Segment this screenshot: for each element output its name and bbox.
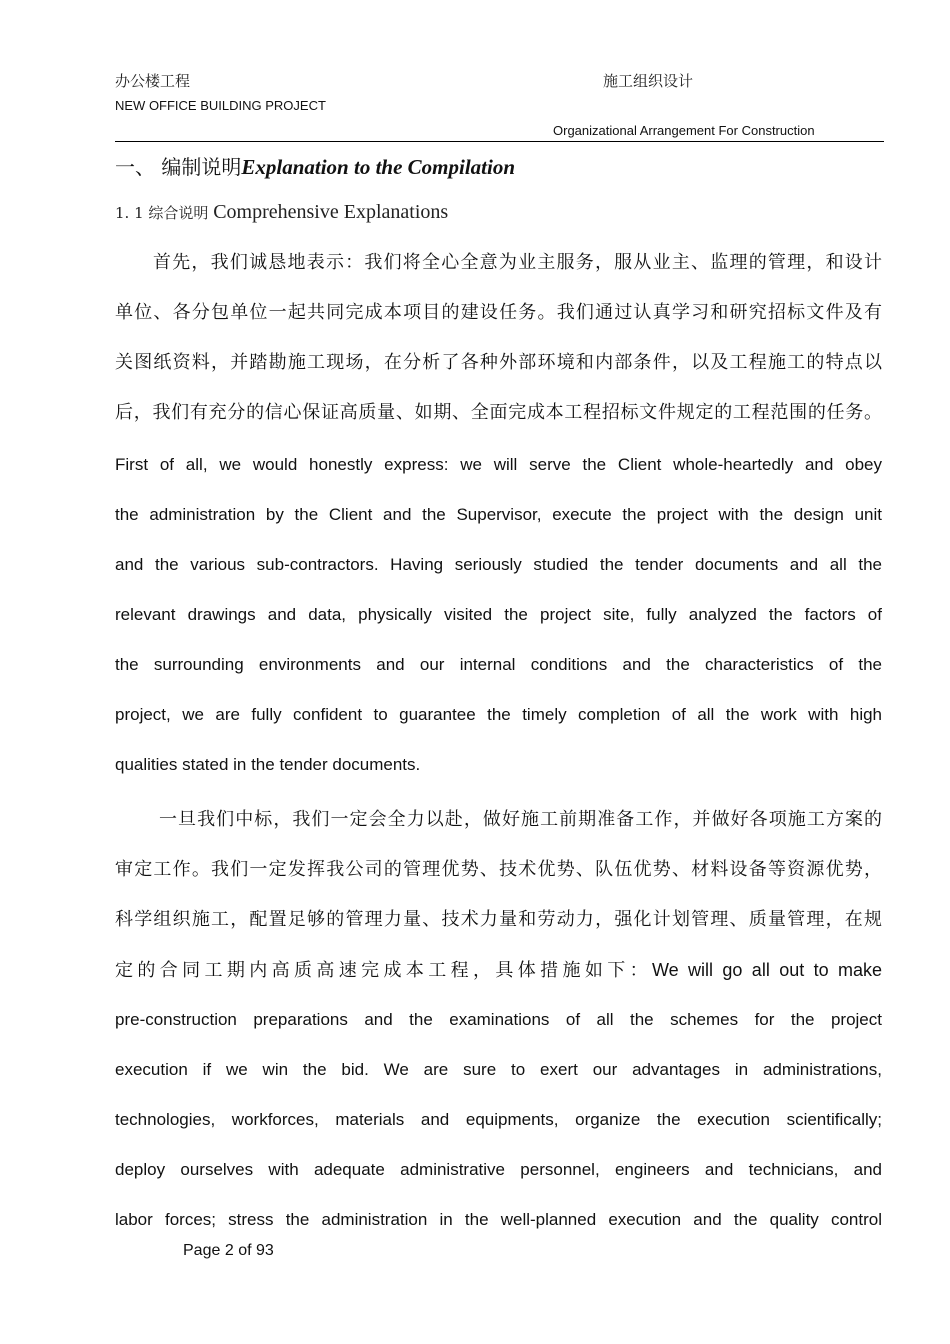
paragraph-line: qualities stated in the tender documents.	[115, 755, 421, 774]
page-number: 2	[224, 1242, 234, 1259]
paragraph-line: First of all, we would honestly express: we will serve the Client whole-heartedly and obey	[115, 455, 882, 474]
paragraph-line: pre-construction preparations and the examinations of all the schemes for the project	[115, 1010, 882, 1029]
paragraph-line: and the various sub-contractors. Having seriously studied the tender documents and all the	[115, 555, 882, 574]
paragraph-line: the administration by the Client and the Supervisor, execute the project with the design unit	[115, 505, 882, 524]
page-label: Page	[183, 1242, 221, 1259]
section-title-en: Explanation to the Compilation	[241, 155, 516, 179]
paragraph-line: technologies, workforces, materials and equipments, organize the execution scientifically;	[115, 1110, 882, 1129]
header-right-cn: 施工组织设计	[603, 72, 694, 90]
paragraph-line: 一旦我们中标，我们一定会全力以赴，做好施工前期准备工作，并做好各项施工方案的	[159, 809, 882, 830]
subsection-title-cn: 综合说明	[148, 204, 209, 222]
subsection-number: 1. 1	[115, 204, 144, 222]
paragraph-line: the surrounding environments and our internal conditions and the characteristics of the	[115, 655, 882, 674]
header-left-cn: 办公楼工程	[115, 72, 191, 90]
paragraph-1-en	[115, 440, 882, 790]
paragraph-line: deploy ourselves with adequate administrative personnel, engineers and technicians, and	[115, 1160, 882, 1179]
paragraph-line: execution if we win the bid. We are sure to exert our advantages in administrations,	[115, 1060, 882, 1079]
section-heading	[115, 151, 515, 180]
paragraph-line: 科学组织施工，配置足够的管理力量、技术力量和劳动力，强化计划管理、质量管理，在规	[115, 909, 882, 930]
paragraph-line: 首先，我们诚恳地表示：我们将全心全意为业主服务，服从业主、监理的管理，和设计	[153, 252, 882, 273]
paragraph-line: 单位、各分包单位一起共同完成本项目的建设任务。我们通过认真学习和研究招标文件及有	[115, 302, 882, 323]
paragraph-1-cn	[115, 238, 882, 438]
paragraph-line: labor forces; stress the administration in the well-planned execution and the quality control	[115, 1210, 882, 1229]
subsection-title-en: Comprehensive Explanations	[213, 201, 449, 223]
section-title-cn: 编制说明	[161, 155, 242, 179]
header-left-en: NEW OFFICE BUILDING PROJECT	[115, 98, 326, 113]
subsection-heading	[115, 201, 448, 224]
of-label: of	[238, 1242, 252, 1259]
section-number: 一、	[115, 155, 155, 179]
paragraph-line: relevant drawings and data, physically visited the project site, fully analyzed the factors of	[115, 605, 882, 624]
header-divider	[115, 141, 884, 142]
paragraph-2	[115, 795, 882, 1245]
paragraph-line: 后，我们有充分的信心保证高质量、如期、全面完成本工程招标文件规定的工程范围的任务。	[115, 402, 882, 423]
total-pages: 93	[255, 1242, 274, 1259]
paragraph-line: 定的合同工期内高质高速完成本工程，具体措施如下：We will go all out to make	[115, 960, 882, 980]
header-right-en: Organizational Arrangement For Construction	[553, 123, 815, 138]
paragraph-line: project, we are fully confident to guarantee the timely completion of all the work with high	[115, 705, 882, 724]
paragraph-line: 审定工作。我们一定发挥我公司的管理优势、技术优势、队伍优势、材料设备等资源优势，	[115, 859, 882, 880]
page-footer	[183, 1242, 274, 1260]
paragraph-line: 关图纸资料，并踏勘施工现场，在分析了各种外部环境和内部条件，以及工程施工的特点以	[115, 352, 882, 373]
